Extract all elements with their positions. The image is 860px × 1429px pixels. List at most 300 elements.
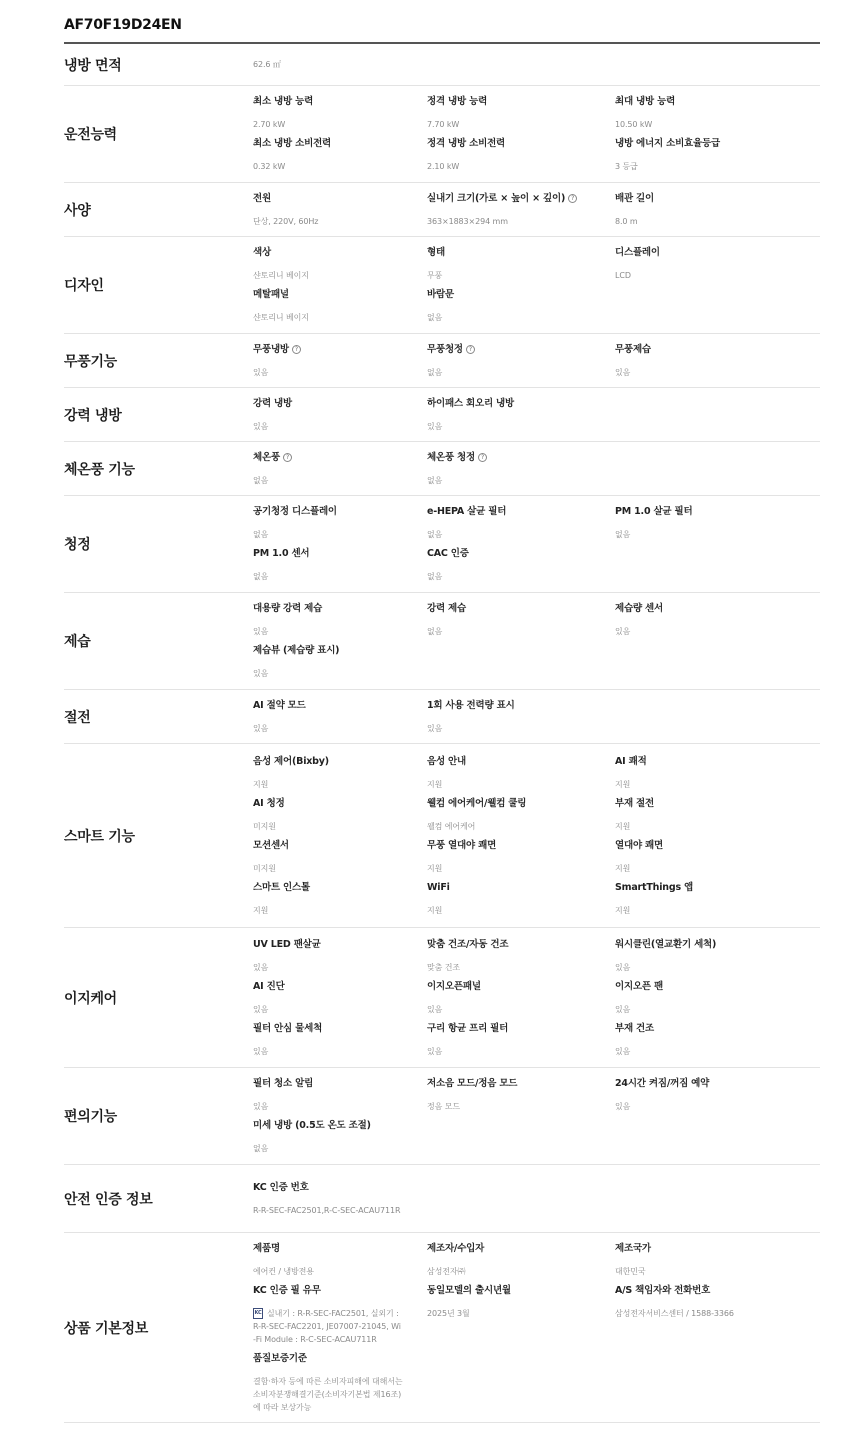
spec-value xyxy=(253,862,427,875)
spec-item xyxy=(615,95,820,131)
spec-value xyxy=(253,904,427,917)
spec-value xyxy=(253,961,427,974)
section-title: 청정 xyxy=(64,537,91,553)
spec-value xyxy=(615,820,820,833)
spec-value-text: 지원 xyxy=(615,863,631,873)
spec-value xyxy=(427,722,615,735)
spec-item xyxy=(253,451,427,487)
spec-label xyxy=(427,1022,615,1036)
spec-label xyxy=(427,547,615,561)
spec-value xyxy=(253,269,427,282)
spec-section xyxy=(64,44,820,86)
spec-label xyxy=(253,1119,427,1133)
spec-value-text: 지원 xyxy=(427,863,443,873)
spec-value-text: 있음 xyxy=(253,723,269,733)
spec-grid xyxy=(253,1077,820,1155)
spec-item xyxy=(615,881,820,917)
spec-value xyxy=(253,1142,427,1155)
spec-item xyxy=(615,137,820,173)
section-title: 냉방 면적 xyxy=(64,57,122,74)
spec-label-text: 강력 냉방 xyxy=(253,397,293,409)
spec-label-text: UV LED 팬살균 xyxy=(253,938,321,950)
spec-value-text: 있음 xyxy=(253,962,269,972)
spec-item xyxy=(427,288,615,324)
spec-item xyxy=(253,1077,427,1113)
spec-grid xyxy=(253,1181,820,1217)
spec-value-text: 없음 xyxy=(615,530,631,539)
spec-value-text: 있음 xyxy=(427,1004,443,1014)
spec-item xyxy=(615,1242,820,1278)
spec-label-text: 메탈패널 xyxy=(253,289,289,300)
spec-item xyxy=(253,288,427,324)
spec-value xyxy=(253,1307,403,1346)
spec-value xyxy=(427,1307,615,1320)
spec-value xyxy=(253,778,427,791)
spec-label xyxy=(253,547,427,561)
spec-value-text: 있음 xyxy=(253,1004,269,1014)
spec-section xyxy=(64,593,820,690)
spec-item xyxy=(615,602,820,638)
spec-section xyxy=(64,928,820,1068)
spec-value xyxy=(253,1204,403,1217)
spec-value-text: 있음 xyxy=(615,1046,631,1056)
spec-item xyxy=(427,451,615,487)
spec-item xyxy=(427,1077,615,1113)
spec-value-text: 있음 xyxy=(615,1102,631,1111)
spec-value xyxy=(253,160,427,173)
spec-value xyxy=(253,528,427,541)
info-icon[interactable]: ? xyxy=(568,194,577,203)
spec-item xyxy=(615,980,820,1016)
spec-item xyxy=(615,1022,820,1058)
spec-label xyxy=(253,602,427,616)
spec-label-text: 이지오픈패널 xyxy=(427,980,481,992)
spec-label xyxy=(253,938,427,952)
spec-value xyxy=(615,1003,820,1016)
spec-item xyxy=(253,1352,427,1414)
spec-item xyxy=(253,192,427,228)
spec-value-text: 단상, 220V, 60Hz xyxy=(253,216,319,226)
spec-section xyxy=(64,744,820,928)
spec-label xyxy=(253,797,427,811)
spec-value-text: 샨토리니 베이지 xyxy=(253,271,309,280)
spec-item xyxy=(427,1242,615,1278)
spec-value-text: 3 등급 xyxy=(615,162,638,171)
spec-label-text: 정격 냉방 능력 xyxy=(427,96,488,107)
spec-label xyxy=(253,755,427,769)
spec-grid xyxy=(253,343,820,379)
spec-label-text: AI 쾌적 xyxy=(615,755,647,767)
spec-value xyxy=(427,474,615,487)
spec-value xyxy=(253,420,427,433)
section-title: 체온풍 기능 xyxy=(64,461,135,478)
spec-value-text: 지원 xyxy=(427,779,443,789)
spec-value xyxy=(615,862,820,875)
section-title: 제습 xyxy=(64,634,91,650)
spec-value xyxy=(427,269,615,282)
spec-section xyxy=(64,442,820,496)
spec-value-text: 있음 xyxy=(615,367,631,377)
spec-label-text: 배관 길이 xyxy=(615,192,655,204)
spec-label-text: 음성 안내 xyxy=(427,755,467,767)
spec-value xyxy=(427,311,615,324)
spec-section xyxy=(64,183,820,237)
spec-item xyxy=(427,839,615,875)
spec-item xyxy=(615,839,820,875)
spec-item xyxy=(253,1181,427,1217)
spec-grid xyxy=(253,505,820,583)
spec-label xyxy=(427,192,615,206)
spec-value-text: 62.6 ㎡ xyxy=(253,60,281,69)
spec-value xyxy=(427,118,615,131)
spec-item xyxy=(615,938,820,974)
spec-grid xyxy=(253,397,820,433)
spec-value-text: 있음 xyxy=(253,669,269,678)
spec-label xyxy=(253,980,427,994)
spec-value-text: 지원 xyxy=(615,905,631,915)
spec-value-text: 2.70 kW xyxy=(253,120,286,129)
spec-item xyxy=(253,881,427,917)
spec-label xyxy=(615,881,820,895)
spec-label xyxy=(253,246,427,260)
spec-item xyxy=(253,246,427,282)
spec-label-text: 색상 xyxy=(253,247,271,258)
spec-grid xyxy=(253,1242,820,1414)
spec-value-text: 2.10 kW xyxy=(427,162,460,171)
kc-mark-icon: KC xyxy=(253,1308,263,1319)
spec-label xyxy=(253,192,427,206)
spec-label-text: 제습뷰 (제습량 표시) xyxy=(253,645,340,656)
spec-value-text: 있음 xyxy=(253,421,269,431)
spec-value xyxy=(427,160,615,173)
spec-value-text: 에어컨 / 냉방전용 xyxy=(253,1266,314,1276)
spec-label-text: KC 인증 필 유무 xyxy=(253,1284,321,1296)
section-title: 안전 인증 정보 xyxy=(64,1191,153,1208)
spec-value xyxy=(615,1307,820,1320)
spec-item xyxy=(253,980,427,1016)
spec-item xyxy=(427,755,615,791)
spec-label xyxy=(615,192,820,206)
spec-label xyxy=(615,1022,820,1036)
spec-value xyxy=(253,311,427,324)
spec-item xyxy=(427,547,615,583)
spec-item xyxy=(253,137,427,173)
spec-item xyxy=(253,1284,427,1346)
spec-value-text: 없음 xyxy=(427,572,443,581)
spec-label xyxy=(615,505,820,519)
info-icon[interactable]: ? xyxy=(466,345,475,354)
spec-value-text: 있음 xyxy=(253,367,269,377)
spec-value-text: 0.32 kW xyxy=(253,162,286,171)
model-number: AF70F19D24EN xyxy=(64,17,182,33)
spec-value-text: 있음 xyxy=(253,1102,269,1111)
spec-grid xyxy=(253,699,820,735)
spec-value-text: 정음 모드 xyxy=(427,1102,460,1111)
spec-label xyxy=(253,451,427,465)
spec-label xyxy=(615,980,820,994)
spec-label xyxy=(427,451,615,465)
spec-label-text: AI 절약 모드 xyxy=(253,699,306,711)
spec-label xyxy=(615,95,820,109)
spec-label-text: 필터 청소 알림 xyxy=(253,1078,314,1089)
spec-label xyxy=(615,602,820,616)
spec-label xyxy=(427,1077,615,1091)
spec-label xyxy=(253,505,427,519)
spec-value xyxy=(253,722,427,735)
spec-label-text: 음성 제어(Bixby) xyxy=(253,755,329,767)
spec-item xyxy=(253,602,427,638)
spec-value-text: 지원 xyxy=(253,905,269,915)
spec-value xyxy=(253,625,427,638)
spec-label-text: WiFi xyxy=(427,881,450,893)
spec-value-text: 7.70 kW xyxy=(427,120,460,129)
spec-item xyxy=(253,1119,427,1155)
spec-value-text: 대한민국 xyxy=(615,1266,646,1276)
spec-label-text: 모션센서 xyxy=(253,839,289,851)
spec-value-text: 없음 xyxy=(253,530,269,539)
info-icon[interactable]: ? xyxy=(292,345,301,354)
spec-label-text: 제습량 센서 xyxy=(615,603,663,614)
spec-label-text: 무풍냉방 xyxy=(253,343,289,355)
spec-label-text: 열대야 쾌면 xyxy=(615,839,663,851)
spec-item xyxy=(427,699,615,735)
spec-label-text: 제품명 xyxy=(253,1242,280,1254)
spec-label xyxy=(427,95,615,109)
spec-value-text: 없음 xyxy=(253,1144,269,1153)
section-title: 편의기능 xyxy=(64,1109,117,1125)
spec-value xyxy=(615,904,820,917)
spec-label-text: 24시간 켜짐/꺼짐 예약 xyxy=(615,1078,710,1089)
spec-label-text: A/S 책임자와 전화번호 xyxy=(615,1284,711,1296)
spec-label-text: 체온풍 청정 xyxy=(427,451,475,463)
spec-value-text: 2025년 3월 xyxy=(427,1308,470,1318)
spec-label xyxy=(615,1284,820,1298)
spec-value-text: 없음 xyxy=(427,367,443,377)
spec-grid xyxy=(253,602,820,680)
section-title: 절전 xyxy=(64,709,91,726)
spec-label xyxy=(427,288,615,302)
spec-label xyxy=(427,938,615,952)
spec-value xyxy=(427,778,615,791)
spec-value xyxy=(427,625,615,638)
spec-value-text: 웰컴 에어케어 xyxy=(427,821,476,831)
spec-value xyxy=(427,1100,615,1113)
spec-value-text: 삼성전자㈜ xyxy=(427,1266,466,1276)
spec-label-text: 1회 사용 전력량 표시 xyxy=(427,699,515,711)
spec-value-text: 없음 xyxy=(253,475,269,485)
spec-label xyxy=(615,1242,820,1256)
spec-value xyxy=(427,820,615,833)
spec-label-text: 실내기 크기(가로 × 높이 × 깊이) xyxy=(427,192,566,204)
spec-value-text: 미지원 xyxy=(253,821,276,831)
spec-value-text: 있음 xyxy=(427,1046,443,1056)
spec-value-text: 있음 xyxy=(615,962,631,972)
spec-label xyxy=(253,288,427,302)
spec-value-text: 있음 xyxy=(427,421,443,431)
spec-label xyxy=(615,343,820,357)
spec-label-text: 하이패스 회오리 냉방 xyxy=(427,397,515,409)
spec-label-text: 미세 냉방 (0.5도 온도 조절) xyxy=(253,1120,371,1131)
spec-value xyxy=(253,1003,427,1016)
spec-item xyxy=(253,938,427,974)
spec-value xyxy=(615,528,820,541)
spec-label xyxy=(427,839,615,853)
spec-label xyxy=(427,343,615,357)
spec-label xyxy=(253,1022,427,1036)
spec-item xyxy=(615,505,820,541)
spec-value xyxy=(427,862,615,875)
spec-label-text: 전원 xyxy=(253,192,271,204)
spec-label-text: 최대 냉방 능력 xyxy=(615,96,676,107)
spec-value-text: 실내기 : R-R-SEC-FAC2501, 실외기 : R-R-SEC-FAC2201, JE07007-21045, Wi-Fi Module : R-C-SEC-ACAU711R xyxy=(253,1308,401,1344)
spec-grid xyxy=(253,451,820,487)
spec-label xyxy=(253,1077,427,1091)
spec-label-text: 공기청정 디스플레이 xyxy=(253,506,337,517)
spec-label xyxy=(615,137,820,151)
spec-label-text: 최소 냉방 소비전력 xyxy=(253,138,332,149)
spec-label-text: 구리 항균 프리 필터 xyxy=(427,1022,509,1034)
spec-label xyxy=(615,839,820,853)
spec-label xyxy=(253,1181,427,1195)
spec-label xyxy=(253,1242,427,1256)
spec-label xyxy=(615,755,820,769)
spec-item xyxy=(427,397,615,433)
spec-value-text: 없음 xyxy=(427,313,443,322)
spec-label xyxy=(253,1352,427,1366)
spec-label-text: 스마트 인스톨 xyxy=(253,881,310,893)
spec-grid xyxy=(253,95,820,173)
spec-value xyxy=(253,1375,403,1414)
spec-label xyxy=(615,246,820,260)
spec-value-text: 없음 xyxy=(253,572,269,581)
spec-section xyxy=(64,237,820,334)
spec-item xyxy=(253,797,427,833)
spec-label-text: 웰컴 에어케어/웰컴 쿨링 xyxy=(427,797,527,809)
spec-label xyxy=(253,343,427,357)
spec-label xyxy=(427,1242,615,1256)
spec-label-text: 맞춤 건조/자동 건조 xyxy=(427,938,509,950)
spec-value xyxy=(427,961,615,974)
spec-item xyxy=(427,1284,615,1346)
spec-item xyxy=(615,1284,820,1346)
info-icon[interactable]: ? xyxy=(283,453,292,462)
spec-item xyxy=(427,95,615,131)
spec-value xyxy=(253,118,427,131)
spec-value-text: 지원 xyxy=(253,779,269,789)
spec-value-text: 있음 xyxy=(253,627,269,636)
spec-grid xyxy=(253,58,820,71)
spec-value xyxy=(615,269,820,282)
spec-label-text: 디스플레이 xyxy=(615,247,660,258)
spec-item xyxy=(253,755,427,791)
spec-value-text: R-R-SEC-FAC2501,R-C-SEC-ACAU711R xyxy=(253,1205,401,1215)
spec-item xyxy=(253,644,427,680)
spec-label-text: 대용량 강력 제습 xyxy=(253,603,323,614)
spec-item xyxy=(253,699,427,735)
spec-label-text: 최소 냉방 능력 xyxy=(253,96,314,107)
spec-label-text: KC 인증 번호 xyxy=(253,1181,309,1193)
spec-label-text: 체온풍 xyxy=(253,451,280,463)
spec-label xyxy=(253,839,427,853)
spec-item xyxy=(615,246,820,282)
spec-label xyxy=(253,137,427,151)
spec-value-text: 8.0 m xyxy=(615,216,638,226)
spec-label-text: 부재 절전 xyxy=(615,797,655,809)
spec-label-text: 바람문 xyxy=(427,289,454,300)
spec-section xyxy=(64,690,820,744)
spec-item xyxy=(427,192,615,228)
spec-value-text: 미지원 xyxy=(253,863,276,873)
spec-section xyxy=(64,496,820,593)
spec-label-text: 부재 건조 xyxy=(615,1022,655,1034)
spec-value-text: 무풍 xyxy=(427,271,443,280)
spec-value-text: LCD xyxy=(615,271,631,280)
spec-label xyxy=(427,797,615,811)
spec-value xyxy=(615,778,820,791)
spec-item xyxy=(615,755,820,791)
spec-item xyxy=(253,839,427,875)
spec-value-text: 맞춤 건조 xyxy=(427,962,460,972)
spec-value-text: 10.50 kW xyxy=(615,120,653,129)
spec-item xyxy=(427,505,615,541)
section-title: 운전능력 xyxy=(64,127,117,143)
spec-section xyxy=(64,1233,820,1423)
spec-item xyxy=(253,95,427,131)
spec-label-text: 무풍청정 xyxy=(427,343,463,355)
spec-item xyxy=(615,797,820,833)
spec-item xyxy=(427,343,615,379)
spec-value xyxy=(253,366,427,379)
info-icon[interactable]: ? xyxy=(478,453,487,462)
spec-value-text: 결함·하자 등에 따른 소비자피해에 대해서는 소비자분쟁해결기준(소비자기본법 제16조)에 따라 보상가능 xyxy=(253,1376,403,1412)
spec-value xyxy=(615,366,820,379)
spec-grid xyxy=(253,192,820,228)
spec-item xyxy=(427,980,615,1016)
spec-value xyxy=(427,528,615,541)
spec-label xyxy=(253,397,427,411)
spec-section xyxy=(64,334,820,388)
spec-value xyxy=(253,58,427,71)
spec-item xyxy=(427,246,615,282)
spec-value xyxy=(253,215,427,228)
section-title: 이지케어 xyxy=(64,990,117,1007)
spec-label-text: 필터 안심 물세척 xyxy=(253,1022,323,1034)
spec-value xyxy=(253,1045,427,1058)
spec-label-text: 제조자/수입자 xyxy=(427,1242,485,1254)
spec-value xyxy=(427,420,615,433)
spec-value-text: 있음 xyxy=(615,1004,631,1014)
spec-label xyxy=(253,1284,427,1298)
spec-value xyxy=(253,1265,427,1278)
spec-item xyxy=(253,1022,427,1058)
spec-item xyxy=(427,797,615,833)
spec-item xyxy=(427,881,615,917)
spec-item xyxy=(615,1077,820,1113)
spec-item xyxy=(253,505,427,541)
spec-value-text: 363×1883×294 mm xyxy=(427,216,508,226)
spec-value xyxy=(253,667,427,680)
spec-label-text: 동일모델의 출시년월 xyxy=(427,1284,511,1296)
spec-label xyxy=(427,137,615,151)
spec-section xyxy=(64,388,820,442)
section-title: 디자인 xyxy=(64,278,104,294)
spec-value xyxy=(253,474,427,487)
spec-value xyxy=(615,1045,820,1058)
spec-item xyxy=(427,1022,615,1058)
spec-value xyxy=(427,570,615,583)
spec-label-text: 제조국가 xyxy=(615,1242,651,1254)
spec-label xyxy=(253,881,427,895)
